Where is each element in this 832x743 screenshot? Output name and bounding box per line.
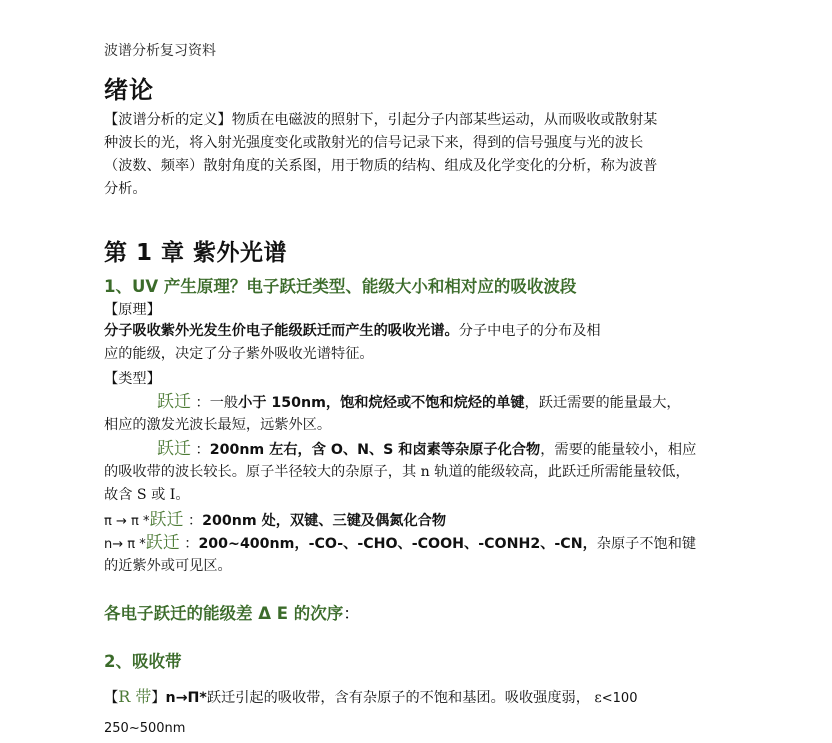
principle-tag: 【原理】 <box>104 302 161 318</box>
r-band-bold: n→Π* <box>165 690 207 706</box>
principle-bold-text: 分子吸收紫外光发生价电子能级跃迁而产生的吸收光谱。 <box>104 323 459 339</box>
type-tag: 【类型】 <box>104 371 161 387</box>
transition-colon: ： <box>183 513 203 529</box>
transition-colon: ： <box>179 536 199 552</box>
transition-rest: ，跃迁需要的能量最大， <box>524 395 681 411</box>
transition-label: 跃迁 <box>149 510 184 530</box>
question-1-heading: 1、UV 产生原理？电子跃迁类型、能级大小和相对应的吸收波段 <box>104 277 577 296</box>
transition-4-line-2: 的近紫外或可见区。 <box>104 558 232 574</box>
transition-prefix: π → π * <box>104 514 150 529</box>
intro-heading: 绪论 <box>104 76 154 104</box>
definition-line: 分析。 <box>104 181 147 197</box>
page-header: 波谱分析复习资料 <box>104 43 216 59</box>
transition-bold: 200nm 处，双键、三键及偶氮化合物 <box>202 513 447 529</box>
question-2-heading: 2、吸收带 <box>104 652 182 671</box>
transition-rest: 杂原子不饱和键 <box>596 536 697 552</box>
principle-line-2: 应的能级，决定了分子紫外吸收光谱特征。 <box>104 346 374 362</box>
transition-bold: 200nm 左右，含 O、N、S 和卤素等杂原子化合物 <box>209 442 541 458</box>
chapter-heading: 第 1 章 紫外光谱 <box>104 240 288 266</box>
definition-paragraph <box>104 109 657 201</box>
definition-line: 种波长的光，将入射光强度变化或散射光的信号记录下来，得到的信号强度与光的波长 <box>104 135 644 151</box>
transition-label: 跃迁 <box>157 439 191 459</box>
energy-order-heading <box>104 600 360 624</box>
transition-3-line <box>104 509 446 533</box>
principle-rest-text: 分子中电子的分布及相 <box>458 323 601 339</box>
transition-label: 跃迁 <box>145 533 180 553</box>
transition-4-line-1 <box>104 532 696 556</box>
transition-2-line-3: 故含 S 或 I。 <box>104 487 190 503</box>
r-band-value: <100 <box>601 691 638 706</box>
transition-colon: ： <box>191 442 210 458</box>
r-band-bracket-close: 】 <box>151 690 166 706</box>
transition-label: 跃迁 <box>157 392 191 412</box>
transition-bold: 200~400nm，-CO-、-CHO、-COOH、-CONH2、-CN， <box>198 536 597 552</box>
transition-pre: 一般 <box>209 395 239 411</box>
energy-order-colon: ： <box>343 604 360 623</box>
r-band-rest: 跃迁引起的吸收带，含有杂原子的不饱和基团。吸收强度弱， ε <box>206 690 602 706</box>
transition-bold: 小于 150nm，饱和烷烃或不饱和烷烃的单键 <box>238 395 525 411</box>
transition-prefix: n→ π * <box>104 537 146 552</box>
r-band-line <box>104 685 637 710</box>
transition-2-line-2: 的吸收带的波长较长。原子半径较大的杂原子，其 n 轨道的能级较高，此跃迁所需能量较低， <box>104 464 690 480</box>
transition-1-line-1 <box>157 391 681 415</box>
energy-order-text: 各电子跃迁的能级差 Δ E 的次序 <box>104 604 344 623</box>
r-band-bracket-open: 【 <box>104 690 119 706</box>
definition-line: 【波谱分析的定义】物质在电磁波的照射下，引起分子内部某些运动，从而吸收或散射某 <box>104 112 658 128</box>
transition-2-line-1 <box>157 438 696 462</box>
transition-1-line-2: 相应的激发光波长最短，远紫外区。 <box>104 417 332 433</box>
wavelength-range: 250~500nm <box>104 721 186 736</box>
definition-line: （波数、频率）散射角度的关系图，用于物质的结构、组成及化学变化的分析，称为波普 <box>104 158 658 174</box>
r-band-tag: R 带 <box>118 687 152 706</box>
principle-line-1 <box>104 320 601 343</box>
transition-colon: ： <box>191 395 210 411</box>
transition-rest: ，需要的能量较小，相应 <box>540 442 697 458</box>
